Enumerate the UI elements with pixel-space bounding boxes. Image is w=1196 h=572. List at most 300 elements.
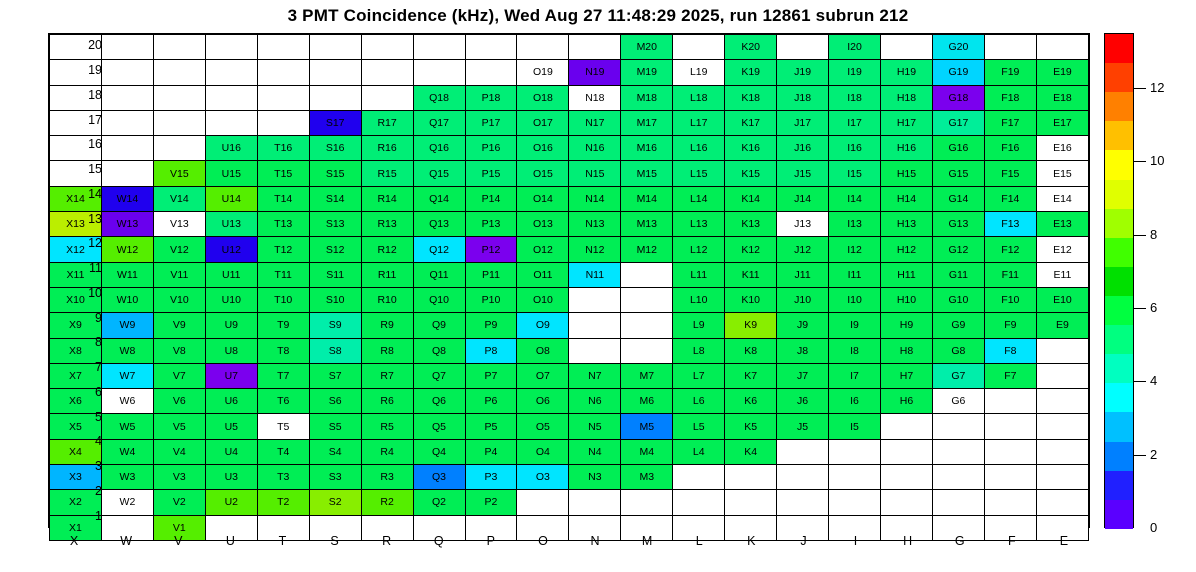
heatmap-cell[interactable]: U11: [205, 262, 257, 287]
heatmap-cell[interactable]: K4: [725, 439, 777, 464]
heatmap-cell[interactable]: W10: [101, 287, 153, 312]
heatmap-cell[interactable]: F10: [984, 287, 1036, 312]
heatmap-cell[interactable]: N17: [569, 110, 621, 135]
heatmap-cell[interactable]: E18: [1036, 85, 1088, 110]
heatmap-cell[interactable]: V1: [153, 515, 205, 540]
heatmap-cell[interactable]: T2: [257, 490, 309, 515]
heatmap-cell[interactable]: X11: [50, 262, 102, 287]
heatmap-cell[interactable]: H11: [881, 262, 933, 287]
heatmap-cell[interactable]: O6: [517, 389, 569, 414]
heatmap-cell[interactable]: T4: [257, 439, 309, 464]
heatmap-cell[interactable]: P12: [465, 237, 517, 262]
heatmap-cell[interactable]: P13: [465, 212, 517, 237]
heatmap-cell[interactable]: N13: [569, 212, 621, 237]
heatmap-cell[interactable]: E16: [1036, 136, 1088, 161]
heatmap-cell[interactable]: O5: [517, 414, 569, 439]
heatmap-cell[interactable]: V7: [153, 363, 205, 388]
heatmap-cell[interactable]: I15: [829, 161, 881, 186]
heatmap-cell[interactable]: G19: [932, 60, 984, 85]
heatmap-cell[interactable]: S6: [309, 389, 361, 414]
heatmap-cell[interactable]: J17: [777, 110, 829, 135]
heatmap-cell[interactable]: L17: [673, 110, 725, 135]
heatmap-cell[interactable]: N11: [569, 262, 621, 287]
heatmap-cell[interactable]: G8: [932, 338, 984, 363]
heatmap-cell[interactable]: F18: [984, 85, 1036, 110]
heatmap-cell[interactable]: I8: [829, 338, 881, 363]
heatmap-cell[interactable]: U2: [205, 490, 257, 515]
heatmap-cell[interactable]: S12: [309, 237, 361, 262]
heatmap-cell[interactable]: V8: [153, 338, 205, 363]
heatmap-cell[interactable]: P7: [465, 363, 517, 388]
heatmap-cell[interactable]: R17: [361, 110, 413, 135]
heatmap-cell[interactable]: R8: [361, 338, 413, 363]
heatmap-cell[interactable]: R16: [361, 136, 413, 161]
heatmap-cell[interactable]: R14: [361, 186, 413, 211]
heatmap-cell[interactable]: T14: [257, 186, 309, 211]
heatmap-cell[interactable]: I7: [829, 363, 881, 388]
heatmap-cell[interactable]: T8: [257, 338, 309, 363]
heatmap-cell[interactable]: U15: [205, 161, 257, 186]
heatmap-cell[interactable]: W7: [101, 363, 153, 388]
heatmap-cell[interactable]: M20: [621, 35, 673, 60]
heatmap-cell[interactable]: I17: [829, 110, 881, 135]
heatmap-cell[interactable]: T15: [257, 161, 309, 186]
heatmap-cell[interactable]: X9: [50, 313, 102, 338]
heatmap-cell[interactable]: K19: [725, 60, 777, 85]
heatmap-cell[interactable]: S2: [309, 490, 361, 515]
heatmap-cell[interactable]: S4: [309, 439, 361, 464]
heatmap-cell[interactable]: H13: [881, 212, 933, 237]
heatmap-cell[interactable]: N7: [569, 363, 621, 388]
heatmap-cell[interactable]: V5: [153, 414, 205, 439]
heatmap-cell[interactable]: J6: [777, 389, 829, 414]
heatmap-cell[interactable]: P15: [465, 161, 517, 186]
heatmap-cell[interactable]: W9: [101, 313, 153, 338]
heatmap-cell[interactable]: Q16: [413, 136, 465, 161]
heatmap-cell[interactable]: W11: [101, 262, 153, 287]
heatmap-cell[interactable]: Q3: [413, 465, 465, 490]
heatmap-cell[interactable]: V15: [153, 161, 205, 186]
heatmap-cell[interactable]: K18: [725, 85, 777, 110]
heatmap-cell[interactable]: V2: [153, 490, 205, 515]
heatmap-cell[interactable]: M16: [621, 136, 673, 161]
heatmap-cell[interactable]: O11: [517, 262, 569, 287]
heatmap-cell[interactable]: V4: [153, 439, 205, 464]
heatmap-cell[interactable]: O16: [517, 136, 569, 161]
heatmap-cell[interactable]: K5: [725, 414, 777, 439]
heatmap-cell[interactable]: H7: [881, 363, 933, 388]
heatmap-cell[interactable]: R11: [361, 262, 413, 287]
heatmap-cell[interactable]: Q17: [413, 110, 465, 135]
heatmap-cell[interactable]: H10: [881, 287, 933, 312]
heatmap-cell[interactable]: S15: [309, 161, 361, 186]
heatmap-cell[interactable]: P14: [465, 186, 517, 211]
heatmap-cell[interactable]: G20: [932, 35, 984, 60]
heatmap-cell[interactable]: F14: [984, 186, 1036, 211]
heatmap-cell[interactable]: Q13: [413, 212, 465, 237]
heatmap-cell[interactable]: S7: [309, 363, 361, 388]
heatmap-cell[interactable]: Q2: [413, 490, 465, 515]
heatmap-cell[interactable]: H14: [881, 186, 933, 211]
heatmap-cell[interactable]: S13: [309, 212, 361, 237]
heatmap-cell[interactable]: X5: [50, 414, 102, 439]
heatmap-cell[interactable]: P18: [465, 85, 517, 110]
heatmap-cell[interactable]: G7: [932, 363, 984, 388]
heatmap-cell[interactable]: G16: [932, 136, 984, 161]
heatmap-cell[interactable]: J16: [777, 136, 829, 161]
heatmap-cell[interactable]: R5: [361, 414, 413, 439]
heatmap-cell[interactable]: N6: [569, 389, 621, 414]
heatmap-cell[interactable]: E11: [1036, 262, 1088, 287]
heatmap-cell[interactable]: G17: [932, 110, 984, 135]
heatmap-cell[interactable]: Q15: [413, 161, 465, 186]
heatmap-cell[interactable]: H15: [881, 161, 933, 186]
heatmap-cell[interactable]: G10: [932, 287, 984, 312]
heatmap-cell[interactable]: S17: [309, 110, 361, 135]
heatmap-cell[interactable]: S9: [309, 313, 361, 338]
heatmap-cell[interactable]: M13: [621, 212, 673, 237]
heatmap-cell[interactable]: M7: [621, 363, 673, 388]
heatmap-cell[interactable]: R6: [361, 389, 413, 414]
heatmap-cell[interactable]: H17: [881, 110, 933, 135]
heatmap-cell[interactable]: J5: [777, 414, 829, 439]
heatmap-cell[interactable]: V12: [153, 237, 205, 262]
heatmap-cell[interactable]: X8: [50, 338, 102, 363]
heatmap-cell[interactable]: R3: [361, 465, 413, 490]
heatmap-cell[interactable]: R9: [361, 313, 413, 338]
heatmap-cell[interactable]: U13: [205, 212, 257, 237]
heatmap-cell[interactable]: G11: [932, 262, 984, 287]
heatmap-cell[interactable]: K9: [725, 313, 777, 338]
heatmap-cell[interactable]: I18: [829, 85, 881, 110]
heatmap-cell[interactable]: K7: [725, 363, 777, 388]
heatmap-cell[interactable]: J7: [777, 363, 829, 388]
heatmap-cell[interactable]: N15: [569, 161, 621, 186]
heatmap-cell[interactable]: I20: [829, 35, 881, 60]
heatmap-cell[interactable]: K14: [725, 186, 777, 211]
heatmap-cell[interactable]: S3: [309, 465, 361, 490]
heatmap-cell[interactable]: Q12: [413, 237, 465, 262]
heatmap-cell[interactable]: N18: [569, 85, 621, 110]
heatmap-cell[interactable]: J9: [777, 313, 829, 338]
heatmap-cell[interactable]: W6: [101, 389, 153, 414]
heatmap-cell[interactable]: L8: [673, 338, 725, 363]
heatmap-cell[interactable]: T10: [257, 287, 309, 312]
heatmap-cell[interactable]: G9: [932, 313, 984, 338]
heatmap-cell[interactable]: P9: [465, 313, 517, 338]
heatmap-cell[interactable]: M6: [621, 389, 673, 414]
heatmap-cell[interactable]: P3: [465, 465, 517, 490]
heatmap-cell[interactable]: M17: [621, 110, 673, 135]
heatmap-cell[interactable]: Q10: [413, 287, 465, 312]
heatmap-cell[interactable]: F13: [984, 212, 1036, 237]
heatmap-cell[interactable]: P8: [465, 338, 517, 363]
heatmap-cell[interactable]: M14: [621, 186, 673, 211]
heatmap-cell[interactable]: W3: [101, 465, 153, 490]
heatmap-cell[interactable]: M18: [621, 85, 673, 110]
heatmap-cell[interactable]: E9: [1036, 313, 1088, 338]
heatmap-cell[interactable]: E10: [1036, 287, 1088, 312]
heatmap-cell[interactable]: V3: [153, 465, 205, 490]
heatmap-cell[interactable]: H6: [881, 389, 933, 414]
heatmap-cell[interactable]: L11: [673, 262, 725, 287]
heatmap-cell[interactable]: K11: [725, 262, 777, 287]
heatmap-cell[interactable]: O15: [517, 161, 569, 186]
heatmap-cell[interactable]: U3: [205, 465, 257, 490]
heatmap-cell[interactable]: G15: [932, 161, 984, 186]
heatmap-cell[interactable]: H18: [881, 85, 933, 110]
heatmap-cell[interactable]: J10: [777, 287, 829, 312]
heatmap-cell[interactable]: R10: [361, 287, 413, 312]
heatmap-cell[interactable]: J13: [777, 212, 829, 237]
heatmap-cell[interactable]: X2: [50, 490, 102, 515]
heatmap-cell[interactable]: S11: [309, 262, 361, 287]
heatmap-cell[interactable]: U8: [205, 338, 257, 363]
heatmap-cell[interactable]: X13: [50, 212, 102, 237]
heatmap-cell[interactable]: T12: [257, 237, 309, 262]
heatmap-cell[interactable]: N12: [569, 237, 621, 262]
heatmap-cell[interactable]: Q18: [413, 85, 465, 110]
heatmap-cell[interactable]: M15: [621, 161, 673, 186]
heatmap-cell[interactable]: Q7: [413, 363, 465, 388]
heatmap-cell[interactable]: U6: [205, 389, 257, 414]
heatmap-cell[interactable]: Q4: [413, 439, 465, 464]
heatmap-cell[interactable]: F11: [984, 262, 1036, 287]
heatmap-cell[interactable]: O18: [517, 85, 569, 110]
heatmap-cell[interactable]: V14: [153, 186, 205, 211]
heatmap-cell[interactable]: G18: [932, 85, 984, 110]
heatmap-cell[interactable]: Q11: [413, 262, 465, 287]
heatmap-cell[interactable]: E15: [1036, 161, 1088, 186]
heatmap-cell[interactable]: O3: [517, 465, 569, 490]
heatmap-cell[interactable]: P11: [465, 262, 517, 287]
heatmap-cell[interactable]: P16: [465, 136, 517, 161]
heatmap-cell[interactable]: U10: [205, 287, 257, 312]
heatmap-cell[interactable]: L13: [673, 212, 725, 237]
heatmap-cell[interactable]: W5: [101, 414, 153, 439]
heatmap-cell[interactable]: R4: [361, 439, 413, 464]
heatmap-cell[interactable]: X3: [50, 465, 102, 490]
heatmap-cell[interactable]: I12: [829, 237, 881, 262]
heatmap-cell[interactable]: T5: [257, 414, 309, 439]
heatmap-cell[interactable]: I11: [829, 262, 881, 287]
heatmap-cell[interactable]: L9: [673, 313, 725, 338]
heatmap-cell[interactable]: X1: [50, 515, 102, 540]
heatmap-cell[interactable]: E17: [1036, 110, 1088, 135]
heatmap-cell[interactable]: Q5: [413, 414, 465, 439]
heatmap-cell[interactable]: P4: [465, 439, 517, 464]
heatmap-cell[interactable]: E14: [1036, 186, 1088, 211]
heatmap-cell[interactable]: F19: [984, 60, 1036, 85]
heatmap-cell[interactable]: K8: [725, 338, 777, 363]
heatmap-cell[interactable]: X12: [50, 237, 102, 262]
heatmap-cell[interactable]: S10: [309, 287, 361, 312]
heatmap-cell[interactable]: J14: [777, 186, 829, 211]
heatmap-cell[interactable]: J12: [777, 237, 829, 262]
heatmap-cell[interactable]: I19: [829, 60, 881, 85]
heatmap-cell[interactable]: S14: [309, 186, 361, 211]
heatmap-cell[interactable]: K12: [725, 237, 777, 262]
heatmap-cell[interactable]: L10: [673, 287, 725, 312]
heatmap-cell[interactable]: H12: [881, 237, 933, 262]
heatmap-cell[interactable]: J19: [777, 60, 829, 85]
heatmap-cell[interactable]: N4: [569, 439, 621, 464]
heatmap-cell[interactable]: R12: [361, 237, 413, 262]
heatmap-cell[interactable]: P17: [465, 110, 517, 135]
heatmap-cell[interactable]: Q9: [413, 313, 465, 338]
heatmap-cell[interactable]: E19: [1036, 60, 1088, 85]
heatmap-cell[interactable]: U7: [205, 363, 257, 388]
heatmap-cell[interactable]: G6: [932, 389, 984, 414]
heatmap-cell[interactable]: W12: [101, 237, 153, 262]
heatmap-cell[interactable]: F8: [984, 338, 1036, 363]
heatmap-cell[interactable]: H19: [881, 60, 933, 85]
heatmap-cell[interactable]: H8: [881, 338, 933, 363]
heatmap-cell[interactable]: K17: [725, 110, 777, 135]
heatmap-cell[interactable]: K15: [725, 161, 777, 186]
heatmap-cell[interactable]: W14: [101, 186, 153, 211]
heatmap-cell[interactable]: W4: [101, 439, 153, 464]
heatmap-cell[interactable]: E12: [1036, 237, 1088, 262]
heatmap-cell[interactable]: I10: [829, 287, 881, 312]
heatmap-cell[interactable]: T6: [257, 389, 309, 414]
heatmap-cell[interactable]: O10: [517, 287, 569, 312]
heatmap-cell[interactable]: L7: [673, 363, 725, 388]
heatmap-cell[interactable]: I6: [829, 389, 881, 414]
heatmap-cell[interactable]: L18: [673, 85, 725, 110]
heatmap-cell[interactable]: J15: [777, 161, 829, 186]
heatmap-cell[interactable]: S16: [309, 136, 361, 161]
heatmap-cell[interactable]: I9: [829, 313, 881, 338]
heatmap-cell[interactable]: G14: [932, 186, 984, 211]
heatmap-cell[interactable]: F17: [984, 110, 1036, 135]
heatmap-cell[interactable]: Q8: [413, 338, 465, 363]
heatmap-cell[interactable]: U16: [205, 136, 257, 161]
heatmap-cell[interactable]: P5: [465, 414, 517, 439]
heatmap-cell[interactable]: L15: [673, 161, 725, 186]
heatmap-cell[interactable]: O17: [517, 110, 569, 135]
heatmap-cell[interactable]: V10: [153, 287, 205, 312]
heatmap-cell[interactable]: L16: [673, 136, 725, 161]
heatmap-cell[interactable]: V13: [153, 212, 205, 237]
heatmap-cell[interactable]: M19: [621, 60, 673, 85]
heatmap-cell[interactable]: P6: [465, 389, 517, 414]
heatmap-cell[interactable]: J18: [777, 85, 829, 110]
heatmap-cell[interactable]: R2: [361, 490, 413, 515]
heatmap-cell[interactable]: M3: [621, 465, 673, 490]
heatmap-cell[interactable]: E13: [1036, 212, 1088, 237]
heatmap-cell[interactable]: O12: [517, 237, 569, 262]
heatmap-cell[interactable]: V11: [153, 262, 205, 287]
heatmap-cell[interactable]: N5: [569, 414, 621, 439]
heatmap-cell[interactable]: G13: [932, 212, 984, 237]
heatmap-cell[interactable]: G12: [932, 237, 984, 262]
heatmap-cell[interactable]: R13: [361, 212, 413, 237]
heatmap-cell[interactable]: H16: [881, 136, 933, 161]
heatmap-cell[interactable]: Q14: [413, 186, 465, 211]
heatmap-cell[interactable]: U14: [205, 186, 257, 211]
heatmap-cell[interactable]: R7: [361, 363, 413, 388]
heatmap-cell[interactable]: K10: [725, 287, 777, 312]
heatmap-cell[interactable]: L6: [673, 389, 725, 414]
heatmap-cell[interactable]: T11: [257, 262, 309, 287]
heatmap-cell[interactable]: U12: [205, 237, 257, 262]
heatmap-cell[interactable]: F7: [984, 363, 1036, 388]
heatmap-cell[interactable]: S5: [309, 414, 361, 439]
heatmap-cell[interactable]: M4: [621, 439, 673, 464]
heatmap-cell[interactable]: O13: [517, 212, 569, 237]
heatmap-cell[interactable]: O4: [517, 439, 569, 464]
heatmap-cell[interactable]: U4: [205, 439, 257, 464]
heatmap-cell[interactable]: V9: [153, 313, 205, 338]
heatmap-cell[interactable]: L14: [673, 186, 725, 211]
heatmap-cell[interactable]: U9: [205, 313, 257, 338]
heatmap-cell[interactable]: K13: [725, 212, 777, 237]
heatmap-cell[interactable]: I16: [829, 136, 881, 161]
heatmap-cell[interactable]: P10: [465, 287, 517, 312]
heatmap-cell[interactable]: K20: [725, 35, 777, 60]
heatmap-cell[interactable]: F15: [984, 161, 1036, 186]
heatmap-cell[interactable]: M5: [621, 414, 673, 439]
heatmap-cell[interactable]: O9: [517, 313, 569, 338]
heatmap-cell[interactable]: N16: [569, 136, 621, 161]
heatmap-cell[interactable]: T13: [257, 212, 309, 237]
heatmap-cell[interactable]: U5: [205, 414, 257, 439]
heatmap-cell[interactable]: N14: [569, 186, 621, 211]
heatmap-cell[interactable]: T16: [257, 136, 309, 161]
heatmap-cell[interactable]: L5: [673, 414, 725, 439]
heatmap-cell[interactable]: I14: [829, 186, 881, 211]
heatmap-cell[interactable]: F12: [984, 237, 1036, 262]
heatmap-cell[interactable]: K16: [725, 136, 777, 161]
heatmap-cell[interactable]: F9: [984, 313, 1036, 338]
heatmap-cell[interactable]: O14: [517, 186, 569, 211]
heatmap-cell[interactable]: I13: [829, 212, 881, 237]
heatmap-cell[interactable]: J11: [777, 262, 829, 287]
heatmap-cell[interactable]: I5: [829, 414, 881, 439]
heatmap-cell[interactable]: L12: [673, 237, 725, 262]
heatmap-cell[interactable]: X14: [50, 186, 102, 211]
heatmap-cell[interactable]: R15: [361, 161, 413, 186]
heatmap-cell[interactable]: T9: [257, 313, 309, 338]
heatmap-cell[interactable]: X10: [50, 287, 102, 312]
heatmap-cell[interactable]: W2: [101, 490, 153, 515]
heatmap-cell[interactable]: L4: [673, 439, 725, 464]
heatmap-cell[interactable]: V6: [153, 389, 205, 414]
heatmap-cell[interactable]: S8: [309, 338, 361, 363]
heatmap-cell[interactable]: X6: [50, 389, 102, 414]
heatmap-cell[interactable]: N3: [569, 465, 621, 490]
heatmap-cell[interactable]: O8: [517, 338, 569, 363]
heatmap-cell[interactable]: W13: [101, 212, 153, 237]
heatmap-cell[interactable]: M12: [621, 237, 673, 262]
heatmap-cell[interactable]: X7: [50, 363, 102, 388]
heatmap-cell[interactable]: X4: [50, 439, 102, 464]
heatmap-cell[interactable]: J8: [777, 338, 829, 363]
heatmap-cell[interactable]: L19: [673, 60, 725, 85]
heatmap-cell[interactable]: H9: [881, 313, 933, 338]
heatmap-cell[interactable]: T7: [257, 363, 309, 388]
heatmap-cell[interactable]: Q6: [413, 389, 465, 414]
heatmap-cell[interactable]: T3: [257, 465, 309, 490]
heatmap-cell[interactable]: O7: [517, 363, 569, 388]
heatmap-cell[interactable]: P2: [465, 490, 517, 515]
heatmap-cell[interactable]: F16: [984, 136, 1036, 161]
heatmap-cell[interactable]: O19: [517, 60, 569, 85]
heatmap-cell[interactable]: K6: [725, 389, 777, 414]
heatmap-cell[interactable]: N19: [569, 60, 621, 85]
heatmap-cell[interactable]: W8: [101, 338, 153, 363]
